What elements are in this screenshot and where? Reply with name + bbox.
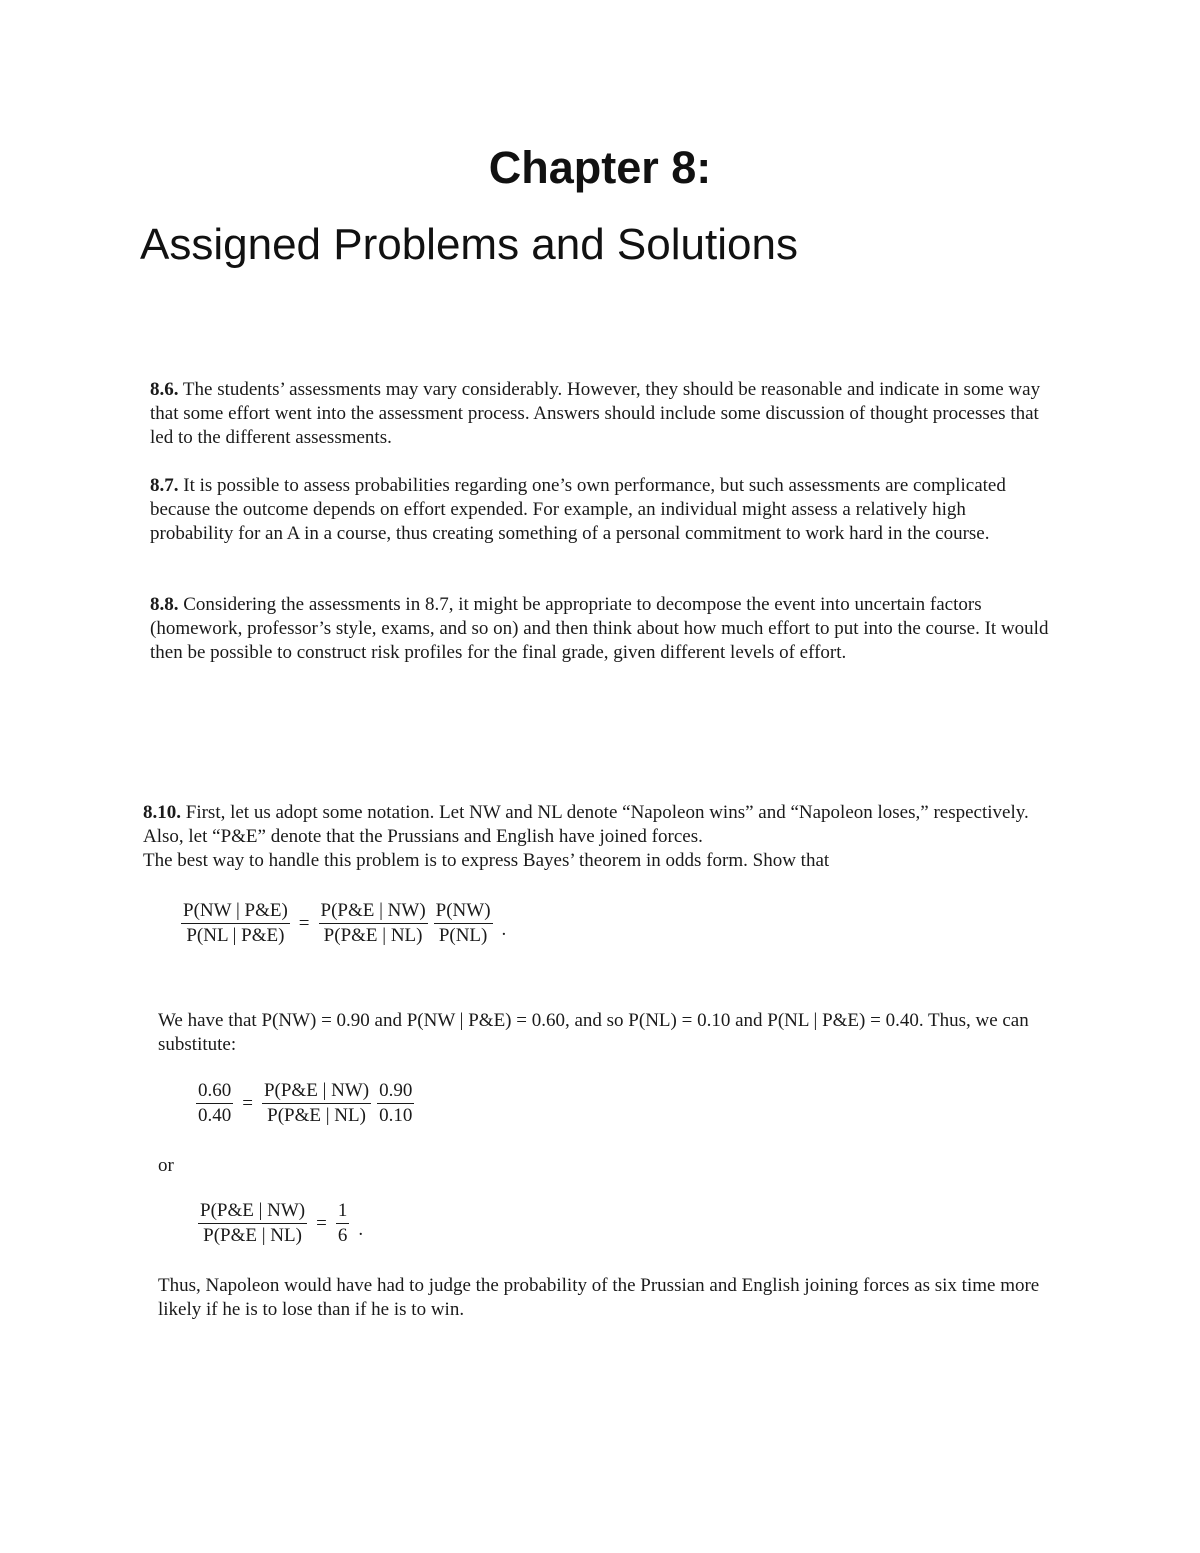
numerator: 0.60: [196, 1080, 233, 1104]
problem-label: 8.6.: [150, 379, 179, 400]
period: .: [358, 1218, 364, 1240]
denominator: 0.40: [198, 1105, 232, 1126]
problem-label: 8.10.: [143, 802, 181, 823]
denominator: P(NL): [438, 925, 488, 946]
numerator: P(NW): [434, 900, 493, 924]
fraction-prior-odds: [377, 1080, 414, 1127]
numerator: P(P&E | NW): [262, 1080, 371, 1104]
problem-text: It is possible to assess probabilities regarding one’s own performance, but such assessments are complicated because the outcome depends on effort expended. For example, an individual might assess a relatively high probability for an A in a course, thus creating something of a personal commitment to work hard in the course.: [150, 475, 1006, 544]
problem-text: Considering the assessments in 8.7, it might be appropriate to decompose the event into uncertain factors (homework, professor’s style, exams, and so on) and then think about how much effort to put into the course. It would then be possible to construct risk profiles for the final grade, given different levels of effort.: [150, 594, 1049, 663]
problem-8-10: [143, 801, 1053, 873]
denominator: P(P&E | NL): [323, 925, 423, 946]
equals-sign: =: [316, 1212, 327, 1234]
fraction-likelihood-ratio: [262, 1080, 371, 1127]
result-equation: [195, 1200, 363, 1247]
given-values-text: We have that P(NW) = 0.90 and P(NW | P&E) = 0.60, and so P(NL) = 0.10 and P(NL | P&E) = 0.40. Thus, we can substitute:: [158, 1010, 1029, 1055]
problem-text: First, let us adopt some notation. Let NW and NL denote “Napoleon wins” and “Napoleon loses,” respectively. Also, let “P&E” denote that the Prussians and English have joined forces.: [143, 802, 1029, 847]
numerator: 1: [336, 1200, 350, 1224]
page-subtitle: Assigned Problems and Solutions: [140, 220, 798, 269]
problem-text-continued: The best way to handle this problem is to express Bayes’ theorem in odds form. Show that: [143, 850, 830, 871]
denominator: P(NL | P&E): [186, 925, 285, 946]
problem-8-8: [150, 593, 1050, 665]
fraction-lhs: [181, 900, 290, 947]
problem-8-7: [150, 474, 1050, 546]
conclusion-text: Thus, Napoleon would have had to judge the probability of the Prussian and English joining forces as six time more likely if he is to lose than if he is to win.: [158, 1275, 1040, 1320]
denominator: 6: [337, 1225, 348, 1246]
problem-label: 8.7.: [150, 475, 179, 496]
problem-label: 8.8.: [150, 594, 179, 615]
numerator: P(NW | P&E): [181, 900, 290, 924]
period: .: [501, 918, 507, 940]
bayes-odds-equation: [178, 900, 506, 947]
denominator: P(P&E | NL): [267, 1105, 366, 1126]
fraction-one-sixth: [336, 1200, 350, 1247]
fraction-prior-odds: [434, 900, 493, 947]
fraction-likelihood-ratio: [319, 900, 428, 947]
equals-sign: =: [242, 1092, 253, 1114]
numerator: P(P&E | NW): [319, 900, 428, 924]
equals-sign: =: [298, 912, 310, 934]
or-text: or: [158, 1155, 174, 1176]
problem-text: The students’ assessments may vary considerably. However, they should be reasonable and indicate in some way that some effort went into the assessment process. Answers should include some discussion of thought processes that led to the different assessments.: [150, 379, 1041, 448]
denominator: 0.10: [379, 1105, 413, 1126]
chapter-title: Chapter 8:: [488, 142, 712, 193]
numerator: P(P&E | NW): [198, 1200, 307, 1224]
fraction-lhs: [196, 1080, 233, 1127]
denominator: P(P&E | NL): [203, 1225, 302, 1246]
problem-8-6: [150, 378, 1050, 450]
numerator: 0.90: [377, 1080, 414, 1104]
substituted-equation: [193, 1080, 417, 1127]
fraction-likelihood-ratio: [198, 1200, 307, 1247]
